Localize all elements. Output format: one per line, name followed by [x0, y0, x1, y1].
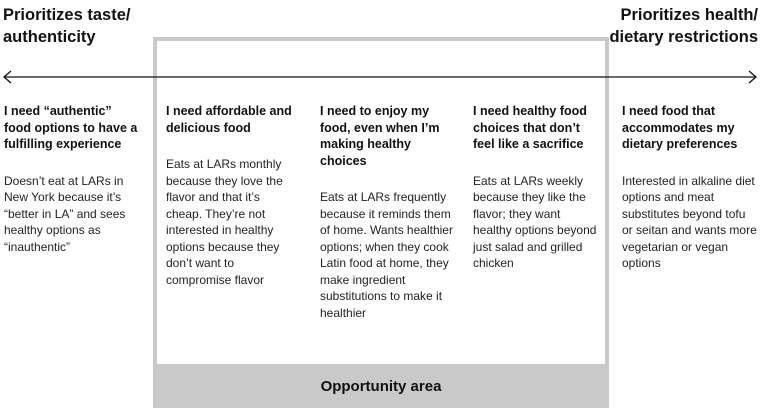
persona-description: Eats at LARs frequently because it reminds them of home. Wants healthier options; when they cook Latin food at home, they make ingredient substitutions to make it healthier [320, 190, 453, 320]
persona-need: I need healthy food choices that don’t feel like a sacrifice [473, 104, 587, 151]
persona-column [473, 103, 600, 272]
persona-need: I need to enjoy my food, even when I’m making healthy choices [320, 104, 440, 168]
persona-description: Eats at LARs monthly because they love the flavor and that it’s cheap. They’re not interested in healthy options because they don’t want to compromise flavor [166, 157, 283, 287]
persona-need: I need “authentic” food options to have a fulfilling experience [4, 104, 138, 151]
opportunity-area-label: Opportunity area [320, 377, 442, 395]
persona-column [622, 103, 758, 272]
pole-left-label: Prioritizes taste/ authenticity [3, 6, 131, 46]
persona-description: Doesn’t eat at LARs in New York because it’s “better in LA” and sees healthy options as “inauthentic” [4, 173, 126, 254]
persona-need: I need affordable and delicious food [166, 104, 292, 135]
pole-right-label: Prioritizes health/ dietary restrictions [609, 6, 758, 46]
persona-need: I need food that accommodates my dietary preferences [622, 104, 738, 151]
persona-description: Interested in alkaline diet options and meat substitutes beyond tofu or seitan and wants more vegetarian or vegan options [622, 173, 757, 270]
opportunity-area-bar [153, 364, 609, 408]
persona-column [4, 103, 142, 255]
persona-description: Eats at LARs weekly because they like the flavor; they want healthy options beyond just salad and grilled chicken [473, 173, 597, 270]
spectrum-arrow [0, 66, 762, 88]
persona-column [166, 103, 294, 288]
persona-column [320, 103, 453, 321]
